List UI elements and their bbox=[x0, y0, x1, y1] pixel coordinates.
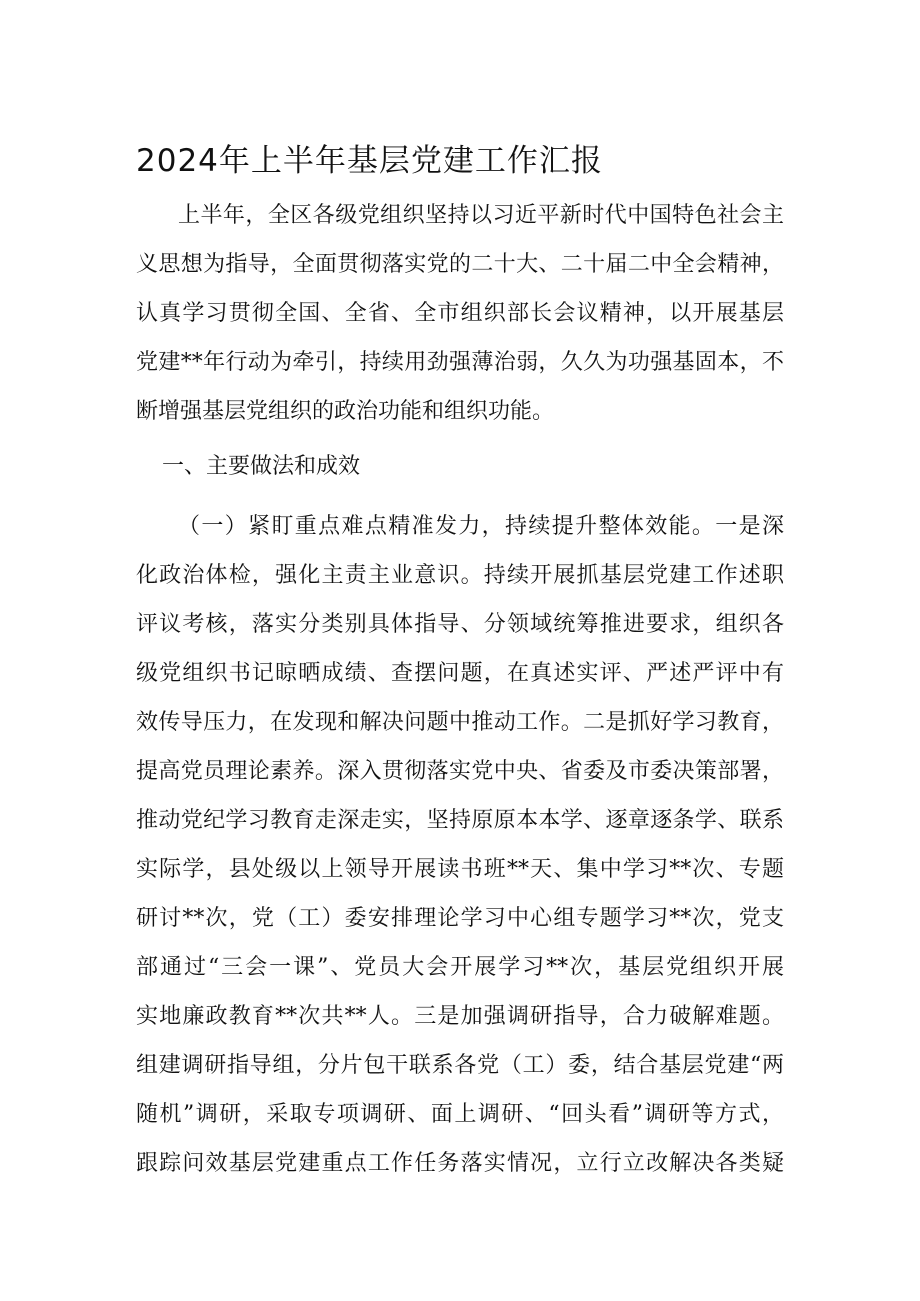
intro-line-5: 断增强基层党组织的政治功能和组织功能。 bbox=[136, 399, 555, 424]
body-line-7: 推动党纪学习教育走深走实，坚持原原本本学、逐章逐条学、联系 bbox=[136, 808, 784, 833]
body-line-13: 随机”调研，采取专项调研、面上调研、“回头看”调研等方式， bbox=[136, 1102, 784, 1127]
intro-line-1: 上半年，全区各级党组织坚持以习近平新时代中国特色社会主 bbox=[178, 203, 784, 228]
body-line-4: 级党组织书记晾晒成绩、查摆问题，在真述实评、严述严评中有 bbox=[136, 661, 784, 686]
body-line-9: 研讨**次，党（工）委安排理论学习中心组专题学习**次，党支 bbox=[136, 906, 784, 931]
body-line-6: 提高党员理论素养。深入贯彻落实党中央、省委及市委决策部署， bbox=[136, 759, 784, 784]
section-heading: 一、主要做法和成效 bbox=[162, 454, 361, 479]
intro-line-4: 党建**年行动为牵引，持续用劲强薄治弱，久久为功强基固本，不 bbox=[136, 350, 784, 375]
document-title: 2024年上半年基层党建工作汇报 bbox=[136, 143, 603, 179]
body-line-5: 效传导压力，在发现和解决问题中推动工作。二是抓好学习教育， bbox=[136, 710, 784, 735]
body-line-8: 实际学，县处级以上领导开展读书班**天、集中学习**次、专题 bbox=[136, 857, 784, 882]
body-line-1: （一）紧盯重点难点精准发力，持续提升整体效能。一是深 bbox=[178, 514, 784, 539]
body-line-10: 部通过“三会一课”、党员大会开展学习**次，基层党组织开展 bbox=[136, 955, 784, 980]
body-line-2: 化政治体检，强化主责主业意识。持续开展抓基层党建工作述职 bbox=[136, 563, 784, 588]
body-line-14: 跟踪问效基层党建重点工作任务落实情况，立行立改解决各类疑 bbox=[136, 1151, 784, 1176]
body-line-3: 评议考核，落实分类别具体指导、分领域统筹推进要求，组织各 bbox=[136, 612, 784, 637]
intro-line-3: 认真学习贯彻全国、全省、全市组织部长会议精神，以开展基层 bbox=[136, 301, 784, 326]
intro-line-2: 义思想为指导，全面贯彻落实党的二十大、二十届二中全会精神， bbox=[136, 252, 784, 277]
body-line-11: 实地廉政教育**次共**人。三是加强调研指导，合力破解难题。 bbox=[136, 1004, 784, 1029]
body-line-12: 组建调研指导组，分片包干联系各党（工）委，结合基层党建“两 bbox=[136, 1053, 784, 1078]
